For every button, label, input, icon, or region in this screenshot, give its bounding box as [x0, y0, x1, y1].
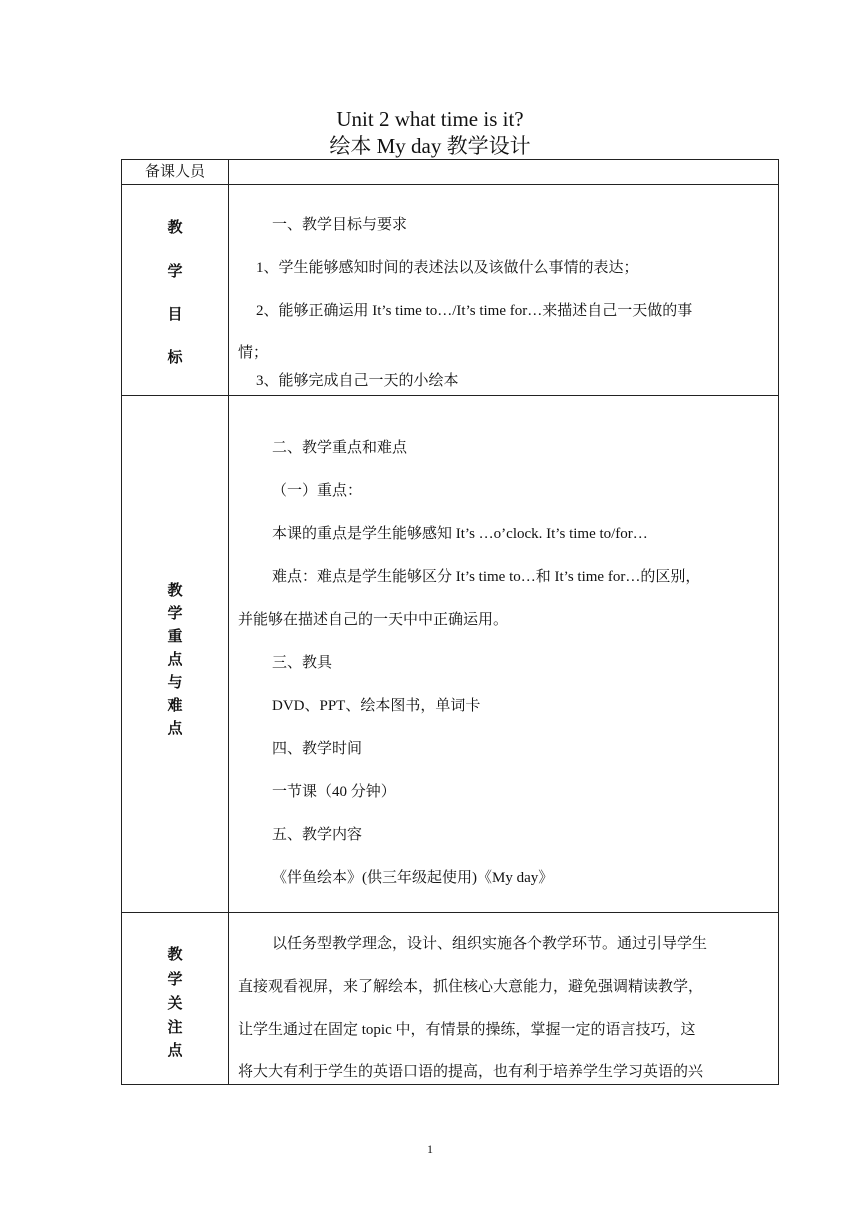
keypoint-line: 并能够在描述自己的一天中中正确运用。 [238, 612, 509, 628]
keypoint-line: 难点：难点是学生能够区分 It’s time to…和 It’s time for…的区别， [272, 569, 701, 585]
goal-line: 2、能够正确运用 It’s time to…/It’s time for…来描述自己一天做的事 [256, 303, 693, 319]
page-number: 1 [427, 1142, 433, 1156]
focus-label-char: 点 [167, 1043, 183, 1059]
goal-label-char: 学 [167, 264, 183, 280]
keypoint-label-char: 难 [167, 698, 183, 714]
doc-title-line2: 绘本 My day 教学设计 [329, 134, 531, 158]
row-divider [122, 184, 778, 185]
keypoint-line: 一节课（40 分钟） [272, 784, 396, 800]
keypoint-label-char: 重 [167, 629, 183, 645]
focus-line: 以任务型教学理念，设计、组织实施各个教学环节。通过引导学生 [272, 936, 708, 952]
goal-line: 3、能够完成自己一天的小绘本 [256, 373, 459, 389]
row-divider [122, 912, 778, 913]
goal-label-char: 教 [167, 220, 183, 236]
goal-label-char: 目 [167, 307, 183, 323]
keypoint-label-char: 教 [167, 583, 183, 599]
keypoint-line: DVD、PPT、绘本图书，单词卡 [272, 698, 481, 714]
keypoint-line: 二、教学重点和难点 [272, 440, 408, 456]
row-divider [122, 395, 778, 396]
focus-line: 将大大有利于学生的英语口语的提高，也有利于培养学生学习英语的兴 [238, 1064, 704, 1080]
keypoint-line: 本课的重点是学生能够感知 It’s …o’clock. It’s time to/for… [272, 526, 648, 542]
column-divider [228, 160, 229, 1084]
focus-line: 直接观看视屏，来了解绘本，抓住核心大意能力，避免强调精读教学， [238, 979, 704, 995]
keypoint-line: 《伴鱼绘本》(供三年级起使用)《My day》 [272, 870, 554, 886]
keypoint-label-char: 点 [167, 652, 183, 668]
keypoint-label-char: 与 [167, 675, 183, 691]
focus-label-char: 关 [167, 996, 183, 1012]
keypoint-line: 三、教具 [272, 655, 333, 671]
keypoint-line: （一）重点： [272, 483, 363, 499]
goal-line: 一、教学目标与要求 [272, 217, 408, 233]
doc-title-line1: Unit 2 what time is it? [336, 107, 524, 131]
focus-label-char: 注 [167, 1020, 183, 1036]
keypoint-label-char: 学 [167, 606, 183, 622]
focus-label-char: 学 [167, 972, 183, 988]
goal-line: 情； [238, 345, 269, 361]
lesson-plan-table [121, 159, 779, 1085]
preparer-label: 备课人员 [144, 164, 205, 180]
keypoint-label-char: 点 [167, 721, 183, 737]
keypoint-line: 四、教学时间 [272, 741, 363, 757]
goal-label-char: 标 [167, 350, 183, 366]
focus-line: 让学生通过在固定 topic 中，有情景的操练，掌握一定的语言技巧，这 [238, 1022, 696, 1038]
keypoint-line: 五、教学内容 [272, 827, 363, 843]
goal-line: 1、学生能够感知时间的表述法以及该做什么事情的表达； [256, 260, 639, 276]
focus-label-char: 教 [167, 947, 183, 963]
